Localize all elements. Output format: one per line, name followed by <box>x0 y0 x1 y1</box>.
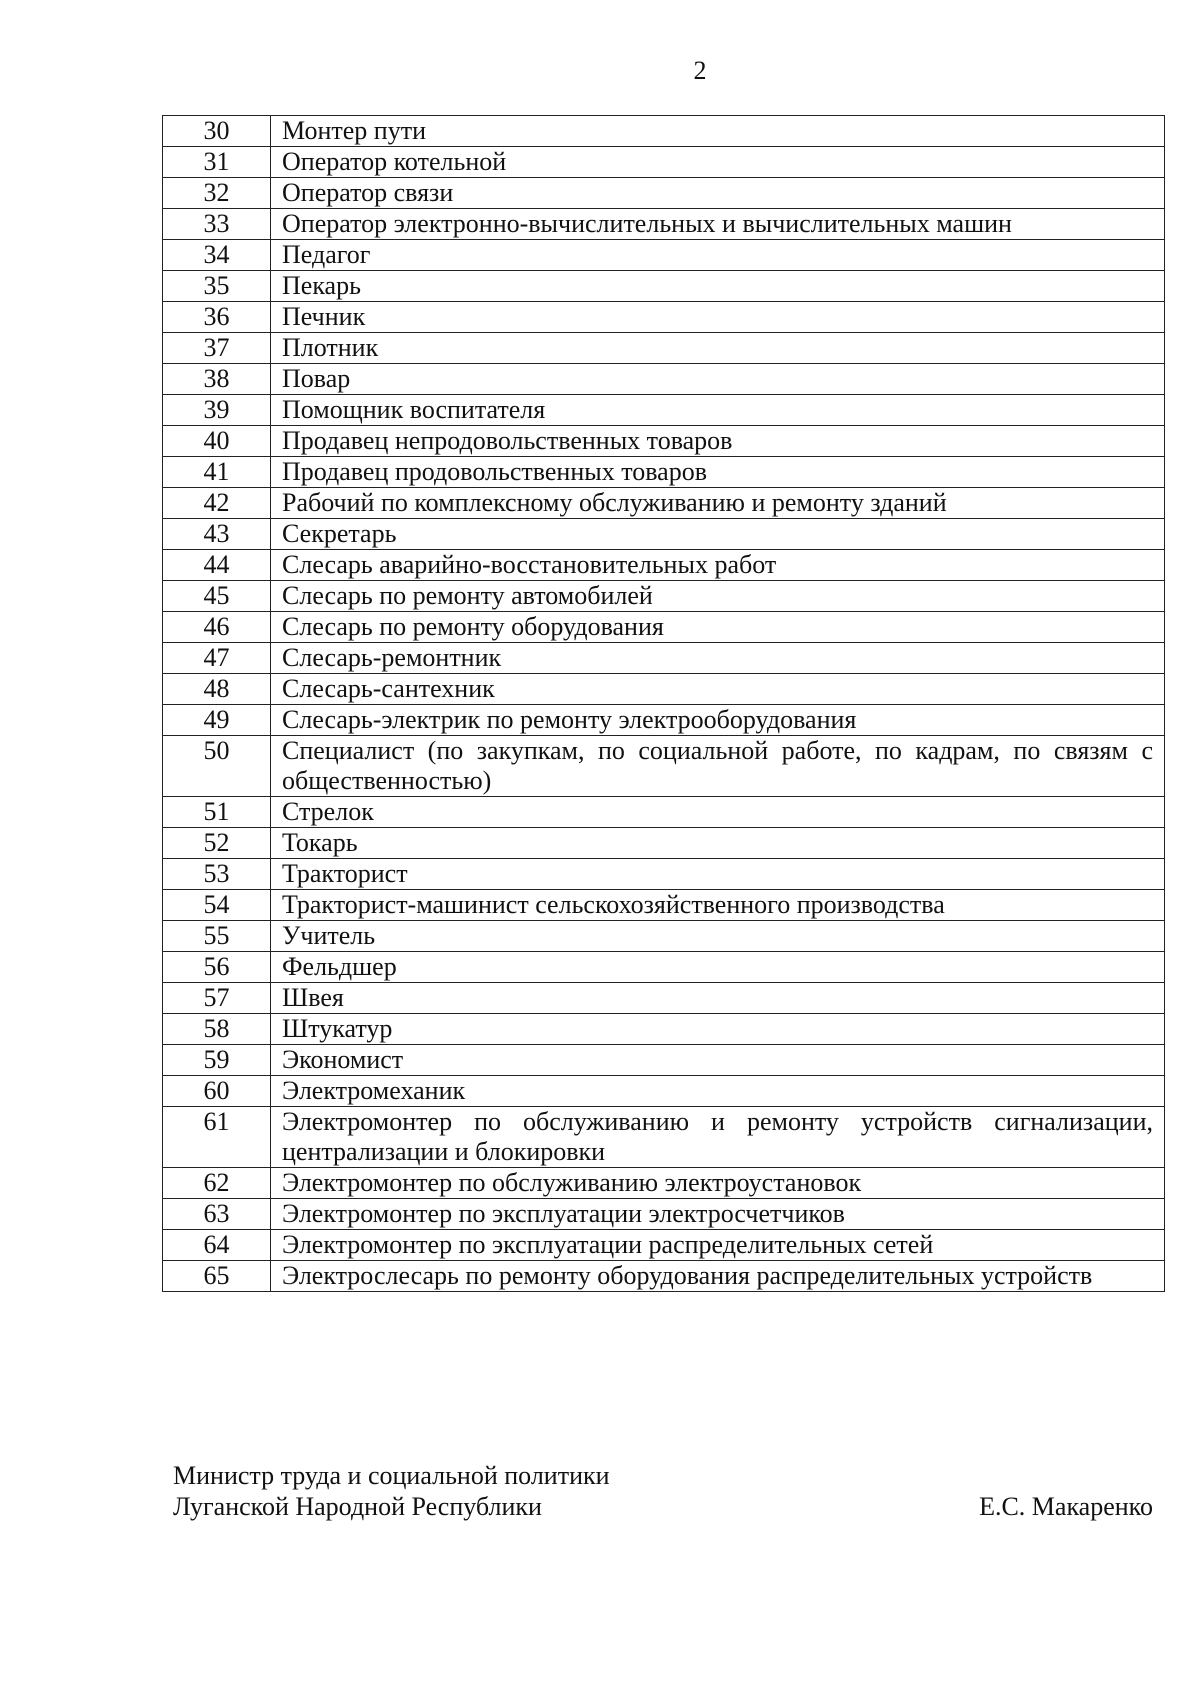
row-number: 56 <box>163 952 271 983</box>
profession-name: Оператор электронно-вычислительных и вычислительных машин <box>271 209 1165 240</box>
table-row <box>163 705 1165 736</box>
table-row <box>163 457 1165 488</box>
signatory-position-line-1: Министр труда и социальной политики <box>173 1461 610 1490</box>
row-number: 35 <box>163 271 271 302</box>
table-row <box>163 1014 1165 1045</box>
row-number: 45 <box>163 581 271 612</box>
table-row <box>163 797 1165 828</box>
professions-table-body <box>163 116 1165 1292</box>
row-number: 58 <box>163 1014 271 1045</box>
row-number: 40 <box>163 426 271 457</box>
profession-name: Секретарь <box>271 519 1165 550</box>
profession-name: Слесарь аварийно-восстановительных работ <box>271 550 1165 581</box>
profession-name: Швея <box>271 983 1165 1014</box>
row-number: 31 <box>163 147 271 178</box>
signature-block <box>173 1460 1153 1522</box>
profession-name: Помощник воспитателя <box>271 395 1165 426</box>
profession-name: Педагог <box>271 240 1165 271</box>
profession-name: Оператор котельной <box>271 147 1165 178</box>
signatory-position-line-2: Луганской Народной Республики <box>173 1492 542 1521</box>
profession-name: Продавец непродовольственных товаров <box>271 426 1165 457</box>
profession-name: Специалист (по закупкам, по социальной работе, по кадрам, по связям с общественностью) <box>271 736 1165 797</box>
profession-name: Электрослесарь по ремонту оборудования распределительных устройств <box>271 1261 1165 1292</box>
table-row <box>163 147 1165 178</box>
row-number: 33 <box>163 209 271 240</box>
row-number: 38 <box>163 364 271 395</box>
table-row <box>163 890 1165 921</box>
profession-name: Продавец продовольственных товаров <box>271 457 1165 488</box>
table-row <box>163 612 1165 643</box>
table-row <box>163 550 1165 581</box>
row-number: 32 <box>163 178 271 209</box>
row-number: 65 <box>163 1261 271 1292</box>
row-number: 37 <box>163 333 271 364</box>
table-row <box>163 1199 1165 1230</box>
table-row <box>163 271 1165 302</box>
row-number: 64 <box>163 1230 271 1261</box>
table-row <box>163 1230 1165 1261</box>
profession-name: Монтер пути <box>271 116 1165 147</box>
profession-name: Оператор связи <box>271 178 1165 209</box>
table-row <box>163 519 1165 550</box>
table-row <box>163 209 1165 240</box>
row-number: 36 <box>163 302 271 333</box>
row-number: 52 <box>163 828 271 859</box>
profession-name: Стрелок <box>271 797 1165 828</box>
table-row <box>163 1107 1165 1168</box>
row-number: 63 <box>163 1199 271 1230</box>
table-row <box>163 859 1165 890</box>
professions-table <box>162 115 1165 1292</box>
row-number: 51 <box>163 797 271 828</box>
table-row <box>163 488 1165 519</box>
table-row <box>163 1261 1165 1292</box>
row-number: 61 <box>163 1107 271 1168</box>
row-number: 41 <box>163 457 271 488</box>
profession-name: Электромонтер по эксплуатации распределительных сетей <box>271 1230 1165 1261</box>
row-number: 60 <box>163 1076 271 1107</box>
table-row <box>163 178 1165 209</box>
profession-name: Слесарь по ремонту автомобилей <box>271 581 1165 612</box>
table-row <box>163 302 1165 333</box>
table-row <box>163 736 1165 797</box>
profession-name: Слесарь по ремонту оборудования <box>271 612 1165 643</box>
profession-name: Слесарь-электрик по ремонту электрооборудования <box>271 705 1165 736</box>
profession-name: Электромонтер по обслуживанию электроустановок <box>271 1168 1165 1199</box>
table-row <box>163 828 1165 859</box>
table-row <box>163 426 1165 457</box>
table-row <box>163 674 1165 705</box>
profession-name: Токарь <box>271 828 1165 859</box>
row-number: 43 <box>163 519 271 550</box>
profession-name: Тракторист <box>271 859 1165 890</box>
profession-name: Электромеханик <box>271 1076 1165 1107</box>
profession-name: Слесарь-ремонтник <box>271 643 1165 674</box>
table-row <box>163 395 1165 426</box>
row-number: 46 <box>163 612 271 643</box>
table-row <box>163 581 1165 612</box>
row-number: 50 <box>163 736 271 797</box>
profession-name: Повар <box>271 364 1165 395</box>
row-number: 55 <box>163 921 271 952</box>
table-row <box>163 952 1165 983</box>
row-number: 54 <box>163 890 271 921</box>
table-row <box>163 983 1165 1014</box>
row-number: 39 <box>163 395 271 426</box>
profession-name: Слесарь-сантехник <box>271 674 1165 705</box>
profession-name: Рабочий по комплексному обслуживанию и ремонту зданий <box>271 488 1165 519</box>
row-number: 62 <box>163 1168 271 1199</box>
table-row <box>163 240 1165 271</box>
profession-name: Печник <box>271 302 1165 333</box>
row-number: 47 <box>163 643 271 674</box>
row-number: 30 <box>163 116 271 147</box>
row-number: 53 <box>163 859 271 890</box>
table-row <box>163 643 1165 674</box>
page-number: 2 <box>693 56 707 85</box>
profession-name: Учитель <box>271 921 1165 952</box>
row-number: 34 <box>163 240 271 271</box>
profession-name: Электромонтер по обслуживанию и ремонту устройств сигнализации, централизации и блокировки <box>271 1107 1165 1168</box>
profession-name: Экономист <box>271 1045 1165 1076</box>
table-row <box>163 1168 1165 1199</box>
row-number: 42 <box>163 488 271 519</box>
table-row <box>163 1045 1165 1076</box>
profession-name: Пекарь <box>271 271 1165 302</box>
profession-name: Фельдшер <box>271 952 1165 983</box>
row-number: 49 <box>163 705 271 736</box>
profession-name: Плотник <box>271 333 1165 364</box>
signatory-name: Е.С. Макаренко <box>979 1492 1153 1521</box>
profession-name: Штукатур <box>271 1014 1165 1045</box>
row-number: 44 <box>163 550 271 581</box>
table-row <box>163 1076 1165 1107</box>
table-row <box>163 921 1165 952</box>
profession-name: Электромонтер по эксплуатации электросчетчиков <box>271 1199 1165 1230</box>
table-row <box>163 333 1165 364</box>
table-row <box>163 364 1165 395</box>
row-number: 57 <box>163 983 271 1014</box>
row-number: 48 <box>163 674 271 705</box>
row-number: 59 <box>163 1045 271 1076</box>
profession-name: Тракторист-машинист сельскохозяйственного производства <box>271 890 1165 921</box>
table-row <box>163 116 1165 147</box>
